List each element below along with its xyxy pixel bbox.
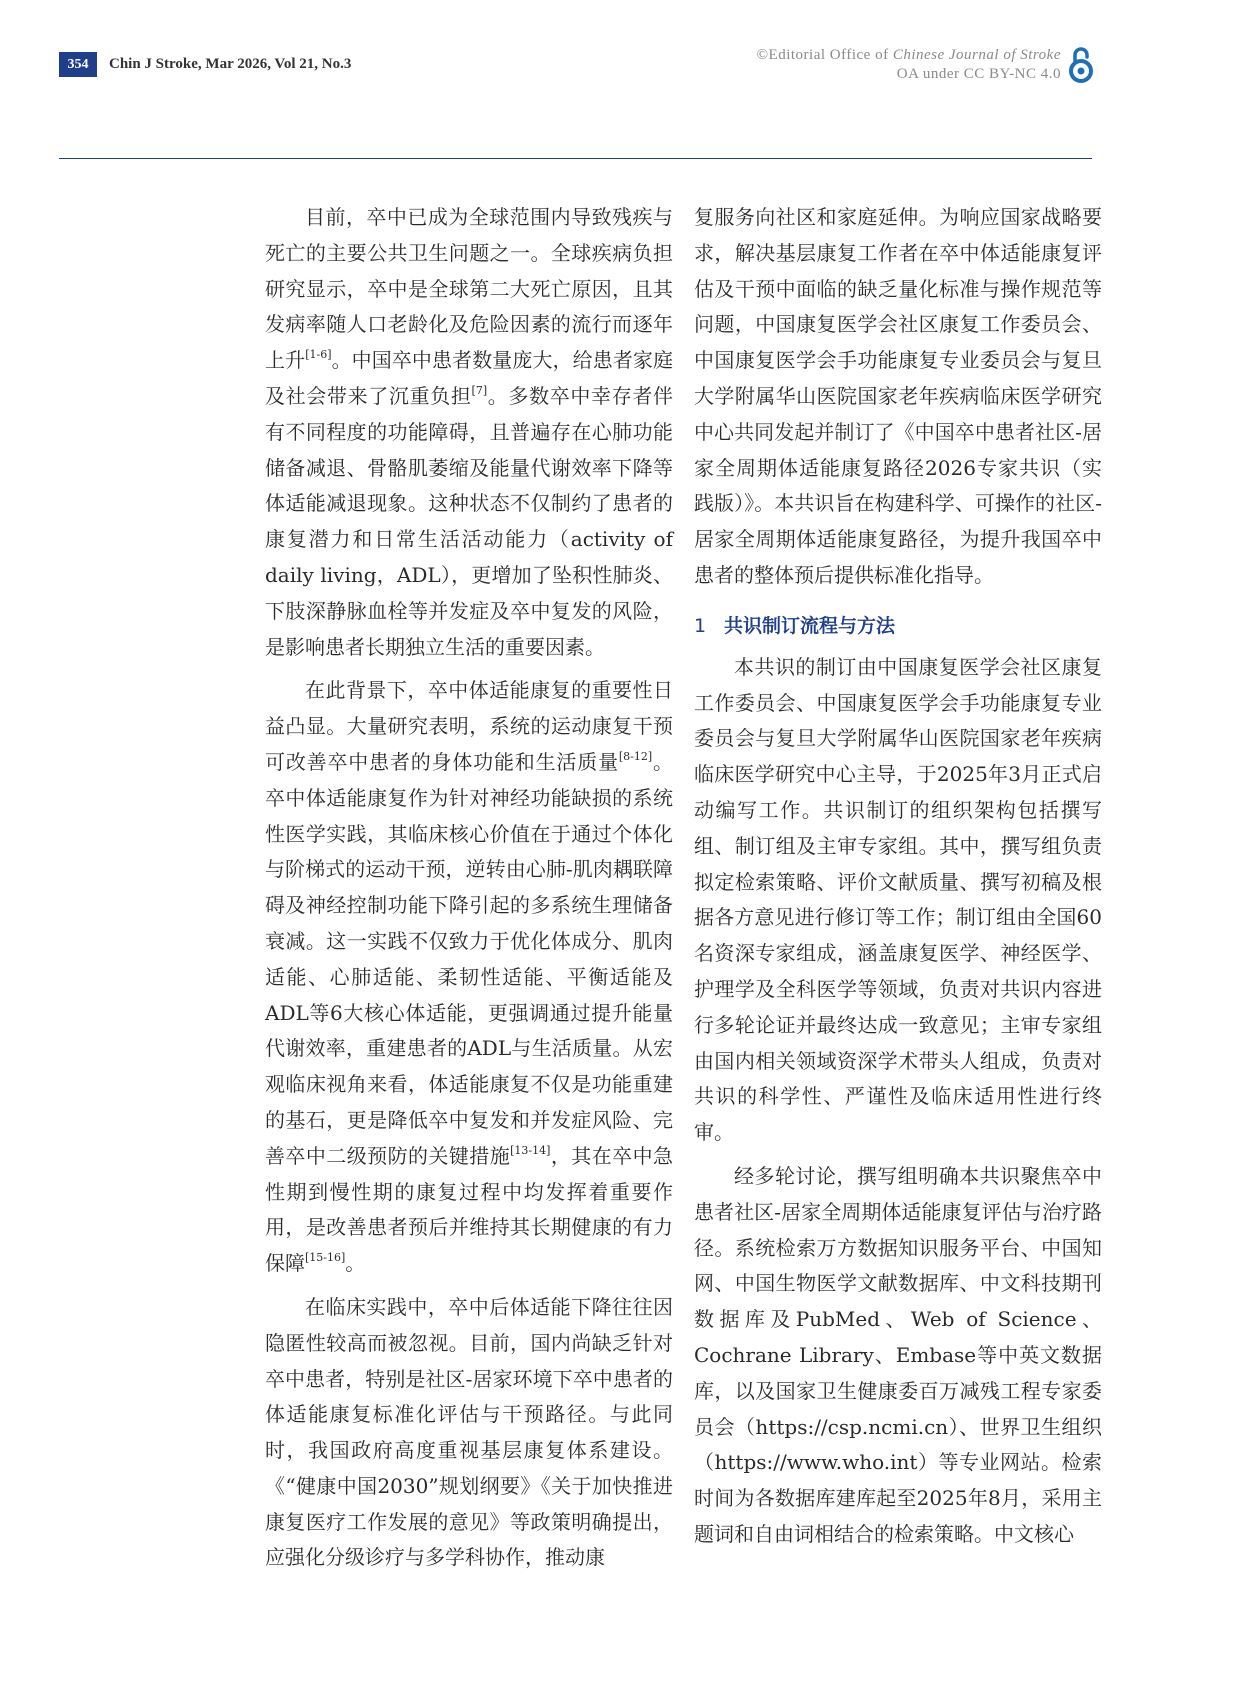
license-text: OA under CC BY-NC 4.0 [896, 66, 1061, 82]
open-access-icon [1067, 45, 1095, 83]
header-rule [59, 158, 1092, 159]
paragraph-text: 在此背景下，卒中体适能康复的重要性日益凸显。大量研究表明，系统的运动康复干预可改善卒中患者的身体功能和生活质量 [265, 678, 673, 774]
journal-citation: Chin J Stroke, Mar 2026, Vol 21, No.3 [109, 56, 352, 72]
paragraph-background [265, 673, 673, 1282]
paragraph-text: 。多数卒中幸存者伴有不同程度的功能障碍，且普遍存在心肺功能储备减退、骨骼肌萎缩及能量代谢效率下降等体适能减退现象。这种状态不仅制约了患者的康复潜力和日常生活活动能力（activity of daily living，ADL），更增加了坠积性肺炎、下肢深静脉血栓等并发症及卒中复发的风险，是影响患者长期独立生活的重要因素。 [265, 383, 674, 659]
section-title: 共识制订流程与方法 [724, 614, 896, 637]
left-column [265, 200, 673, 1576]
page-number: 354 [59, 52, 97, 77]
paragraph-continued [694, 200, 1102, 594]
paragraph-methods [694, 650, 1102, 1151]
copyright-notice [757, 46, 1061, 84]
paragraph-text: 复服务向社区和家庭延伸。为响应国家战略要求，解决基层康复工作者在卒中体适能康复评估及干预中面临的缺乏量化标准与操作规范等问题，中国康复医学会社区康复工作委员会、中国康复医学会手功能康复专业委员会与复旦大学附属华山医院国家老年疾病临床医学研究中心共同发起并制订了《中国卒中患者社区-居家全周期体适能康复路径2026专家共识（实践版）》。本共识旨在构建科学、可操作的社区-居家全周期体适能康复路径，为提升我国卒中患者的整体预后提供标准化指导。 [694, 205, 1102, 587]
paragraph-intro [265, 200, 673, 665]
copyright-journal: Chinese Journal of Stroke [892, 47, 1061, 63]
right-column [694, 200, 1102, 1553]
section-heading [694, 612, 1102, 640]
paragraph-clinical [265, 1290, 673, 1576]
paragraph-text: 。卒中体适能康复作为针对神经功能缺损的系统性医学实践，其临床核心价值在于通过个体化与阶梯式的运动干预，逆转由心肺-肌肉耦联障碍及神经控制功能下降引起的多系统生理储备衰减。这一实践不仅致力于优化体成分、肌肉适能、心肺适能、柔韧性适能、平衡适能及ADL等6大核心体适能，更强调通过提升能量代谢效率，重建患者的ADL与生活质量。从宏观临床视角来看，体适能康复不仅是功能重建的基石，更是降低卒中复发和并发症风险、完善卒中二级预防的关键措施 [265, 749, 674, 1168]
paragraph-text: 在临床实践中，卒中后体适能下降往往因隐匿性较高而被忽视。目前，国内尚缺乏针对卒中患者，特别是社区-居家环境下卒中患者的体适能康复标准化评估与干预路径。与此同时，我国政府高度重视基层康复体系建设。《“健康中国2030”规划纲要》《关于加快推进康复医疗工作发展的意见》等政策明确提出，应强化分级诊疗与多学科协作，推动康 [265, 1294, 673, 1570]
paragraph-text: 经多轮讨论，撰写组明确本共识聚焦卒中患者社区-居家全周期体适能康复评估与治疗路径。系统检索万方数据知识服务平台、中国知网、中国生物医学文献数据库、中文科技期刊数据库及PubMed、Web of Science、Cochrane Library、Embase等中英文数据库，以及国家卫生健康委百万减残工程专家委员会（https://csp.ncmi.cn）、世界卫生组织（https://www.who.int）等专业网站。检索时间为各数据库建库起至2025年8月，采用主题词和自由词相结合的检索策略。中文核心 [694, 1163, 1102, 1546]
paragraph-text: 目前，卒中已成为全球范围内导致残疾与死亡的主要公共卫生问题之一。全球疾病负担研究显示，卒中是全球第二大死亡原因，且其发病率随人口老龄化及危险因素的流行而逐年上升 [265, 205, 673, 373]
copyright-prefix: ©Editorial Office of [756, 47, 893, 63]
paragraph-text: 本共识的制订由中国康复医学会社区康复工作委员会、中国康复医学会手功能康复专业委员会与复旦大学附属华山医院国家老年疾病临床医学研究中心主导，于2025年3月正式启动编写工作。共识制订的组织架构包括撰写组、制订组及主审专家组。其中，撰写组负责拟定检索策略、评价文献质量、撰写初稿及根据各方意见进行修订等工作；制订组由全国60名资深专家组成，涵盖康复医学、神经医学、护理学及全科医学等领域，负责对共识内容进行多轮论证并最终达成一致意见；主审专家组由国内相关领域资深学术带头人组成，负责对共识的科学性、严谨性及临床适用性进行终审。 [694, 654, 1102, 1145]
section-number: 1 [694, 614, 707, 637]
paragraph-text: 。中国卒中患者数量庞大，给患者家庭及社会带来了沉重负担 [265, 348, 674, 408]
citation-ref: [1-6] [305, 348, 332, 362]
paragraph-text: 。 [345, 1251, 366, 1276]
citation-ref: [8-12] [618, 749, 653, 763]
citation-ref: [13-14] [510, 1143, 551, 1157]
paragraph-text: ，其在卒中急性期到慢性期的康复过程中均发挥着重要作用，是改善患者预后并维持其长期健康的有力保障 [265, 1143, 674, 1276]
copyright-line [757, 46, 1061, 65]
paragraph-search [694, 1159, 1102, 1553]
citation-ref: [15-16] [305, 1251, 346, 1265]
citation-ref: [7] [471, 383, 488, 397]
